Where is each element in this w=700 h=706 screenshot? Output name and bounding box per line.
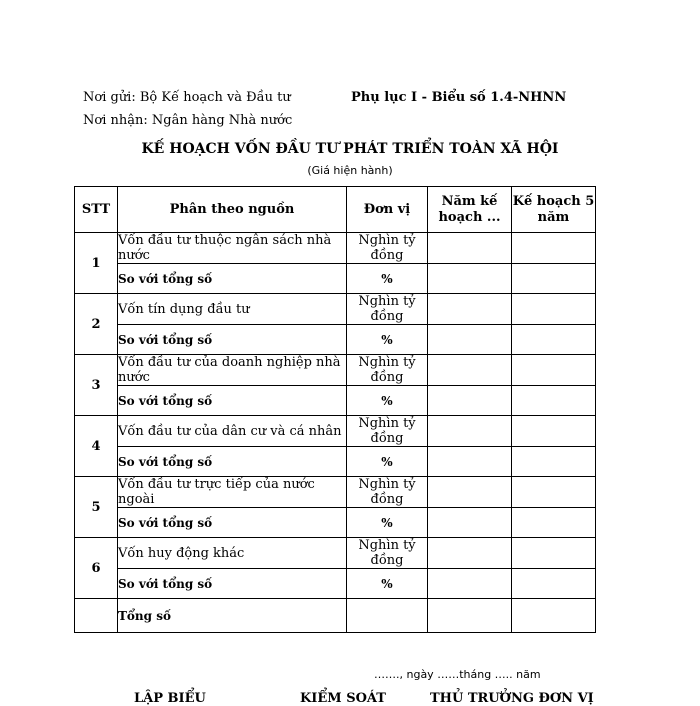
sender-line: Nơi gửi: Bộ Kế hoạch và Đầu tư: [83, 90, 291, 105]
row-unit: Nghìn tỷ đồng: [347, 355, 428, 386]
cell-plan-5-years[interactable]: [512, 416, 596, 447]
row-sub-unit: %: [347, 325, 428, 355]
header-stt: STT: [75, 187, 118, 233]
row-label: Vốn huy động khác: [118, 538, 347, 569]
cell-plan-5-years-pct[interactable]: [512, 264, 596, 294]
appendix-label: Phụ lục I - Biểu số 1.4-NHNN: [351, 90, 567, 105]
total-plan-5-years-cell[interactable]: [512, 599, 596, 633]
row-sub-label: So với tổng số: [118, 325, 347, 355]
cell-plan-5-years[interactable]: [512, 233, 596, 264]
table-subrow: [75, 447, 596, 477]
cell-plan-year[interactable]: [428, 294, 512, 325]
header-source: Phân theo nguồn: [118, 187, 347, 233]
table-row: [75, 477, 596, 508]
table-total-row: [75, 599, 596, 633]
cell-plan-year[interactable]: [428, 416, 512, 447]
table-subrow: [75, 386, 596, 416]
receiver-line: Nơi nhận: Ngân hàng Nhà nước: [83, 113, 293, 128]
document-subtitle: (Giá hiện hành): [307, 164, 393, 177]
row-unit: Nghìn tỷ đồng: [347, 416, 428, 447]
signer-controller: KIỂM SOÁT: [300, 691, 386, 706]
cell-plan-5-years-pct[interactable]: [512, 386, 596, 416]
table-subrow: [75, 264, 596, 294]
cell-plan-year-pct[interactable]: [428, 325, 512, 355]
row-unit: Nghìn tỷ đồng: [347, 294, 428, 325]
document-title: KẾ HOẠCH VỐN ĐẦU TƯ PHÁT TRIỂN TOÀN XÃ HỘI: [141, 141, 559, 157]
header-unit: Đơn vị: [347, 187, 428, 233]
signer-unit-head: THỦ TRƯỞNG ĐƠN VỊ: [430, 691, 594, 706]
cell-plan-year-pct[interactable]: [428, 508, 512, 538]
cell-plan-5-years-pct[interactable]: [512, 569, 596, 599]
table-row: [75, 538, 596, 569]
row-stt: 1: [75, 233, 118, 294]
row-unit: Nghìn tỷ đồng: [347, 233, 428, 264]
row-sub-unit: %: [347, 447, 428, 477]
total-unit-cell: [347, 599, 428, 633]
row-sub-label: So với tổng số: [118, 386, 347, 416]
cell-plan-year-pct[interactable]: [428, 386, 512, 416]
row-stt: 2: [75, 294, 118, 355]
row-stt: 6: [75, 538, 118, 599]
cell-plan-year[interactable]: [428, 538, 512, 569]
total-stt-cell: [75, 599, 118, 633]
row-sub-label: So với tổng số: [118, 508, 347, 538]
row-stt: 5: [75, 477, 118, 538]
total-plan-year-cell[interactable]: [428, 599, 512, 633]
row-sub-unit: %: [347, 508, 428, 538]
cell-plan-year-pct[interactable]: [428, 264, 512, 294]
date-line: ……., ngày ……tháng ….. năm: [374, 668, 541, 681]
cell-plan-5-years[interactable]: [512, 477, 596, 508]
row-label: Vốn đầu tư của dân cư và cá nhân: [118, 416, 347, 447]
row-sub-label: So với tổng số: [118, 447, 347, 477]
row-sub-unit: %: [347, 569, 428, 599]
cell-plan-year-pct[interactable]: [428, 569, 512, 599]
investment-plan-table: [74, 186, 596, 633]
row-unit: Nghìn tỷ đồng: [347, 477, 428, 508]
cell-plan-year[interactable]: [428, 355, 512, 386]
cell-plan-5-years-pct[interactable]: [512, 447, 596, 477]
row-label: Vốn đầu tư thuộc ngân sách nhà nước: [118, 233, 347, 264]
row-label: Vốn tín dụng đầu tư: [118, 294, 347, 325]
table-subrow: [75, 569, 596, 599]
row-sub-unit: %: [347, 264, 428, 294]
row-sub-label: So với tổng số: [118, 569, 347, 599]
table-header-row: [75, 187, 596, 233]
row-label: Vốn đầu tư của doanh nghiệp nhà nước: [118, 355, 347, 386]
table-row: [75, 355, 596, 386]
cell-plan-year[interactable]: [428, 233, 512, 264]
row-sub-unit: %: [347, 386, 428, 416]
cell-plan-5-years-pct[interactable]: [512, 508, 596, 538]
cell-plan-5-years[interactable]: [512, 294, 596, 325]
cell-plan-5-years-pct[interactable]: [512, 325, 596, 355]
table-row: [75, 294, 596, 325]
cell-plan-5-years[interactable]: [512, 355, 596, 386]
table-subrow: [75, 508, 596, 538]
row-unit: Nghìn tỷ đồng: [347, 538, 428, 569]
table-row: [75, 233, 596, 264]
cell-plan-year-pct[interactable]: [428, 447, 512, 477]
signer-prepared-by: LẬP BIỂU: [134, 691, 206, 706]
cell-plan-year[interactable]: [428, 477, 512, 508]
header-plan-5-years: Kế hoạch 5 năm: [512, 187, 596, 233]
row-stt: 4: [75, 416, 118, 477]
row-sub-label: So với tổng số: [118, 264, 347, 294]
cell-plan-5-years[interactable]: [512, 538, 596, 569]
table-row: [75, 416, 596, 447]
row-stt: 3: [75, 355, 118, 416]
total-label: Tổng số: [118, 599, 347, 633]
table-subrow: [75, 325, 596, 355]
header-plan-year: Năm kế hoạch ...: [428, 187, 512, 233]
row-label: Vốn đầu tư trực tiếp của nước ngoài: [118, 477, 347, 508]
